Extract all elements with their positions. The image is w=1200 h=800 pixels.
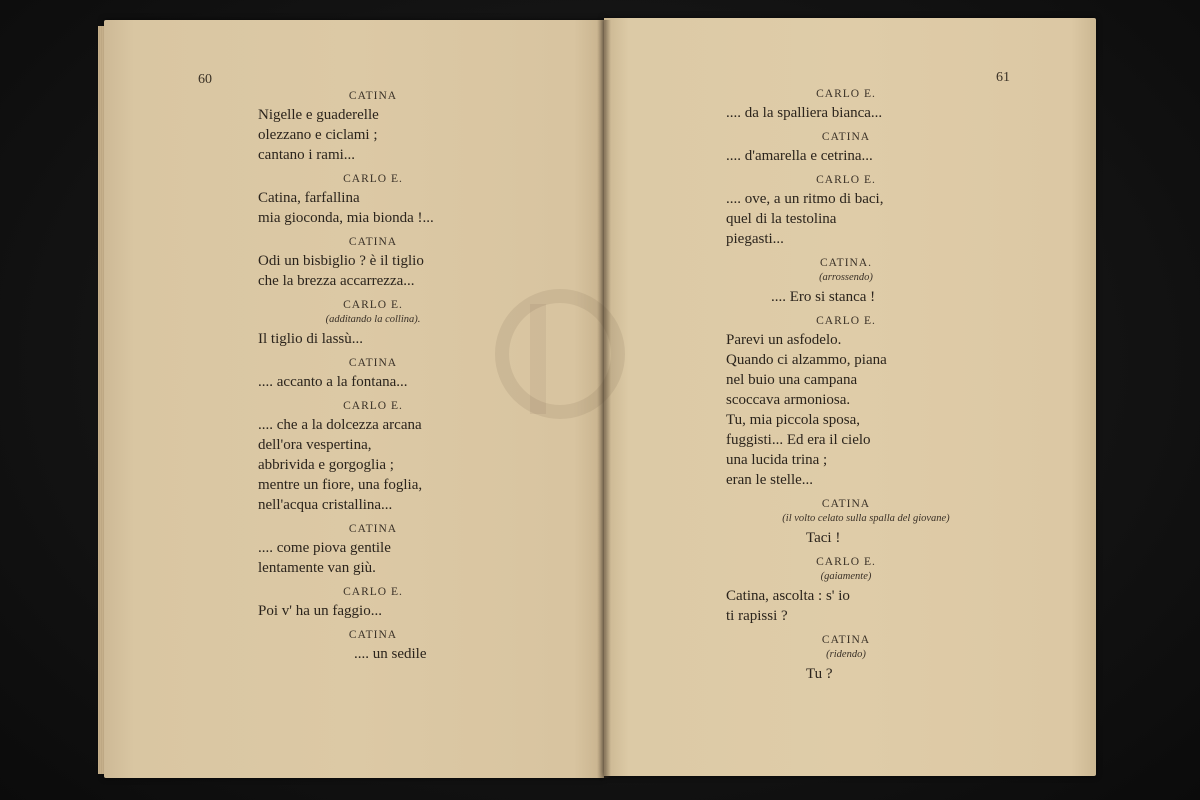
- left-page: [104, 20, 604, 778]
- stage-direction: (il volto celato sulla spalla del giovane): [782, 513, 950, 524]
- speaker-name: CARLO E.: [343, 400, 403, 412]
- speaker-name: CARLO E.: [343, 173, 403, 185]
- dialogue-block: [726, 88, 966, 123]
- verse-line: Tu ?: [806, 666, 833, 682]
- dialogue-block: [726, 556, 966, 626]
- speaker-name: CARLO E.: [816, 556, 876, 568]
- verse-line: fuggisti... Ed era il cielo: [726, 432, 871, 448]
- dialogue-block: [726, 257, 966, 307]
- dialogue-block: [726, 498, 966, 548]
- right-page-number: 61: [996, 70, 1010, 85]
- stage-direction: (ridendo): [826, 649, 866, 660]
- stage-direction: (arrossendo): [819, 272, 873, 283]
- dialogue-block: [258, 357, 488, 392]
- right-page-text: [726, 88, 966, 692]
- dialogue-block: [258, 400, 488, 515]
- dialogue-block: [258, 90, 488, 165]
- speaker-name: CATINA: [348, 357, 398, 369]
- verse-line: piegasti...: [726, 231, 784, 247]
- speaker-name: CATINA: [348, 523, 398, 535]
- verse-line: dell'ora vespertina,: [258, 437, 372, 453]
- stage-direction: (additando la collina).: [325, 314, 421, 325]
- right-page: [604, 18, 1096, 776]
- verse-line: cantano i rami...: [258, 147, 356, 163]
- dialogue-block: [258, 299, 488, 349]
- open-book: [100, 14, 1100, 780]
- verse-line: che la brezza accarrezza...: [258, 273, 415, 289]
- verse-line: lentamente van giù.: [258, 560, 376, 576]
- dialogue-block: [258, 236, 488, 291]
- verse-line: Il tiglio di lassù...: [258, 331, 363, 347]
- verse-line: una lucida trina ;: [726, 452, 828, 468]
- verse-line: .... un sedile: [354, 646, 427, 662]
- speaker-name: CATINA: [821, 131, 871, 143]
- verse-line: .... da la spalliera bianca...: [726, 105, 883, 121]
- dialogue-block: [258, 629, 488, 664]
- verse-line: Catina, farfallina: [258, 190, 360, 206]
- verse-line: .... che a la dolcezza arcana: [258, 417, 422, 433]
- verse-line: Quando ci alzammo, piana: [726, 352, 887, 368]
- verse-line: nel buio una campana: [726, 372, 858, 388]
- dialogue-block: [258, 586, 488, 621]
- dialogue-block: [726, 131, 966, 166]
- verse-line: .... accanto a la fontana...: [258, 374, 408, 390]
- speaker-name: CARLO E.: [343, 299, 403, 311]
- dialogue-block: [726, 315, 966, 490]
- speaker-name: CATINA: [348, 90, 398, 102]
- verse-line: Catina, ascolta : s' io: [726, 588, 850, 604]
- dialogue-block: [258, 523, 488, 578]
- verse-line: .... come piova gentile: [258, 540, 391, 556]
- verse-line: mia gioconda, mia bionda !...: [258, 210, 434, 226]
- verse-line: nell'acqua cristallina...: [258, 497, 393, 513]
- verse-line: Parevi un asfodelo.: [726, 332, 842, 348]
- speaker-name: CARLO E.: [343, 586, 403, 598]
- speaker-name: CATINA: [821, 634, 871, 646]
- verse-line: Tu, mia piccola sposa,: [726, 412, 861, 428]
- verse-line: .... Ero si stanca !: [771, 289, 876, 305]
- verse-line: scoccava armoniosa.: [726, 392, 851, 408]
- verse-line: Nigelle e guaderelle: [258, 107, 379, 123]
- verse-line: mentre un fiore, una foglia,: [258, 477, 423, 493]
- dialogue-block: [258, 173, 488, 228]
- verse-line: abbrivida e gorgoglia ;: [258, 457, 394, 473]
- speaker-name: CATINA: [821, 498, 871, 510]
- verse-line: ti rapissi ?: [726, 608, 788, 624]
- dialogue-block: [726, 174, 966, 249]
- dialogue-block: [726, 634, 966, 684]
- verse-line: Poi v' ha un faggio...: [258, 603, 382, 619]
- speaker-name: CATINA: [348, 236, 398, 248]
- speaker-name: CATINA: [348, 629, 398, 641]
- stage-direction: (gaiamente): [820, 571, 872, 582]
- verse-line: olezzano e ciclami ;: [258, 127, 378, 143]
- verse-line: .... d'amarella e cetrina...: [726, 148, 873, 164]
- speaker-name: CARLO E.: [816, 88, 876, 100]
- verse-line: Odi un bisbiglio ? è il tiglio: [258, 253, 424, 269]
- left-page-text: [258, 90, 488, 672]
- speaker-name: CARLO E.: [816, 174, 876, 186]
- verse-line: eran le stelle...: [726, 472, 814, 488]
- speaker-name: CATINA.: [819, 257, 873, 269]
- speaker-name: CARLO E.: [816, 315, 876, 327]
- left-page-number: 60: [198, 72, 212, 87]
- verse-line: quel di la testolina: [726, 211, 837, 227]
- verse-line: .... ove, a un ritmo di baci,: [726, 191, 884, 207]
- verse-line: Taci !: [806, 530, 841, 546]
